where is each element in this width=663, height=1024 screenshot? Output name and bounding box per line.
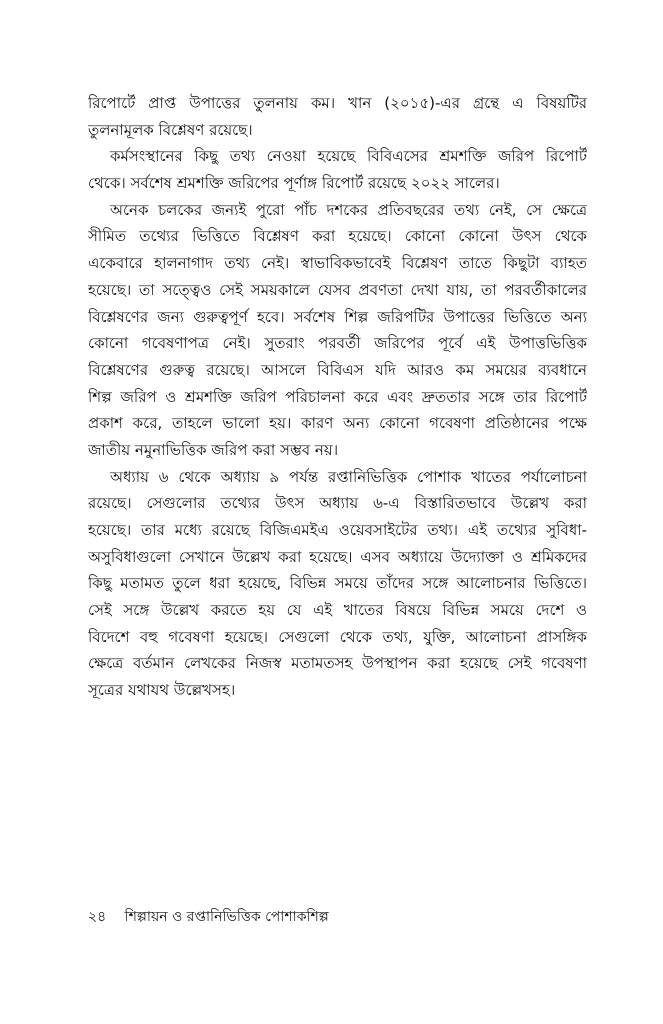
text-line: অধ্যায় ৬ থেকে অধ্যায় ৯ পর্যন্ত রপ্তানিভিত্তিক পোশাক খাতের পর্যালোচনা bbox=[110, 467, 587, 486]
text-line: সেই সঙ্গে উল্লেখ করতে হয় যে এই খাতের বিষয়ে বিভিন্ন সময়ে দেশে ও bbox=[88, 601, 587, 620]
text-line: তুলনামূলক বিশ্লেষণ রয়েছে। bbox=[88, 120, 253, 139]
text-line: কর্মসংস্থানের কিছু তথ্য নেওয়া হয়েছে বিবিএসের শ্রমশক্তি জরিপ রিপোর্ট bbox=[110, 147, 587, 166]
running-title: শিল্পায়ন ও রপ্তানিভিত্তিক পোশাকশিল্প bbox=[124, 909, 329, 925]
text-line: শিল্প জরিপ ও শ্রমশক্তি জরিপ পরিচালনা করে এবং দ্রুততার সঙ্গে তার রিপোর্ট bbox=[88, 387, 587, 406]
text-line: হয়েছে। তার মধ্যে রয়েছে বিজিএমইএ ওয়েবসাইটের তথ্য। এই তথ্যের সুবিধা- bbox=[88, 521, 587, 539]
text-line: ক্ষেত্রে বর্তমান লেখকের নিজস্ব মতামতসহ উপস্থাপন করা হয়েছে সেই গবেষণা bbox=[88, 654, 587, 673]
text-line: অনেক চলকের জন্যই পুরো পাঁচ দশকের প্রতিবছরের তথ্য নেই, সে ক্ষেত্রে bbox=[110, 200, 587, 219]
text-line: রিপোর্টে প্রাপ্ত উপাত্তের তুলনায় কম। খান (২০১৫)-এর গ্রন্থে এ বিষয়টির bbox=[88, 94, 587, 112]
text-line: থেকে। সর্বশেষ শ্রমশক্তি জরিপের পূর্ণাঙ্গ রিপোর্ট রয়েছে ২০২২ সালের। bbox=[88, 174, 500, 193]
text-line: জাতীয় নমুনাভিত্তিক জরিপ করা সম্ভব নয়। bbox=[88, 440, 339, 459]
paragraph-4 bbox=[88, 464, 587, 704]
text-line: বিদেশে বহু গবেষণা হয়েছে। সেগুলো থেকে তথ্য, যুক্তি, আলোচনা প্রাসঙ্গিক bbox=[88, 627, 587, 646]
text-line: রয়েছে। সেগুলোর তথ্যের উৎস অধ্যায় ৬-এ বিস্তারিতভাবে উল্লেখ করা bbox=[88, 494, 587, 513]
text-line: সীমিত তথ্যের ভিত্তিতে বিশ্লেষণ করা হয়েছে। কোনো কোনো উৎস থেকে bbox=[88, 227, 587, 246]
text-line: কোনো গবেষণাপত্র নেই। সুতরাং পরবর্তী জরিপের পূর্বে এই উপাত্তভিত্তিক bbox=[88, 334, 587, 353]
text-line: অসুবিধাগুলো সেখানে উল্লেখ করা হয়েছে। এসব অধ্যায়ে উদ্যোক্তা ও শ্রমিকদের bbox=[88, 547, 587, 566]
paragraph-1 bbox=[88, 90, 587, 143]
page-footer bbox=[88, 905, 329, 929]
text-line: বিশ্লেষণের গুরুত্ব রয়েছে। আসলে বিবিএস যদি আরও কম সময়ের ব্যবধানে bbox=[88, 360, 587, 379]
text-line: কিছু মতামত তুলে ধরা হয়েছে, বিভিন্ন সময়ে তাঁদের সঙ্গে আলোচনার ভিত্তিতে। bbox=[88, 574, 587, 593]
text-line: হয়েছে। তা সত্ত্বেও সেই সময়কালে যেসব প্রবণতা দেখা যায়, তা পরবর্তীকালের bbox=[88, 280, 587, 299]
paragraph-3 bbox=[88, 197, 587, 464]
body-text bbox=[88, 90, 587, 704]
text-line: বিশ্লেষণের জন্য গুরুত্বপূর্ণ হবে। সর্বশেষ শিল্প জরিপটির উপাত্তের ভিত্তিতে অন্য bbox=[88, 307, 587, 326]
paragraph-2 bbox=[88, 143, 587, 196]
text-line: প্রকাশ করে, তাহলে ভালো হয়। কারণ অন্য কোনো গবেষণা প্রতিষ্ঠানের পক্ষে bbox=[88, 414, 587, 433]
text-line: একেবারে হালনাগাদ তথ্য নেই। স্বাভাবিকভাবেই বিশ্লেষণ তাতে কিছুটা ব্যাহত bbox=[88, 254, 587, 273]
text-line: সূত্রের যথাযথ উল্লেখসহ। bbox=[88, 681, 236, 700]
page-number: ২৪ bbox=[88, 909, 107, 925]
